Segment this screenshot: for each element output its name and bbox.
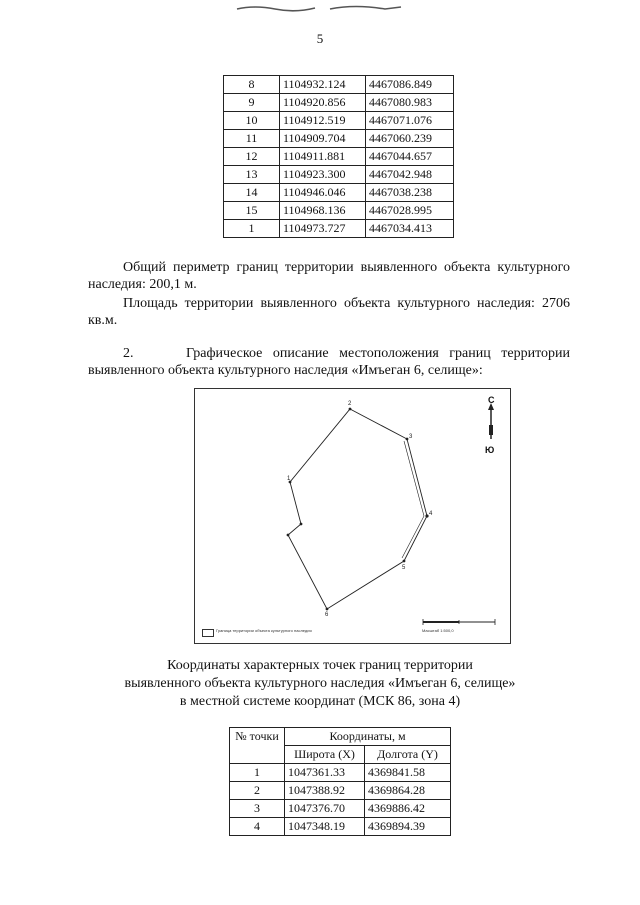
scan-artifact (235, 4, 405, 12)
boundary-map-drawing (195, 389, 510, 643)
x-coordinate-cell: 1104968.136 (280, 202, 366, 220)
legend-swatch (202, 629, 214, 637)
vertex-label: 1 (287, 476, 291, 482)
compass-north-label: С (488, 395, 495, 405)
points-table-header-row (230, 728, 451, 746)
caption-line: Координаты характерных точек границ территории (167, 658, 473, 673)
points-caption (0, 657, 640, 711)
point-number-cell: 12 (224, 148, 280, 166)
territory-boundary-inner-line (402, 441, 424, 558)
x-coordinate-cell: 1104973.727 (280, 220, 366, 238)
x-coordinate-cell: 1104909.704 (280, 130, 366, 148)
longitude-cell: 4369894.39 (365, 818, 451, 836)
longitude-cell: 4369886.42 (365, 800, 451, 818)
vertex-label: 6 (325, 612, 329, 618)
point-number-cell: 4 (230, 818, 285, 836)
north-arrow-icon (488, 403, 494, 439)
point-number-cell: 15 (224, 202, 280, 220)
table-row (224, 76, 454, 94)
point-number-cell: 9 (224, 94, 280, 112)
x-coordinate-cell: 1104920.856 (280, 94, 366, 112)
x-coordinate-cell: 1104911.881 (280, 148, 366, 166)
table-row (230, 800, 451, 818)
y-coordinate-cell: 4467038.238 (366, 184, 454, 202)
header-latitude: Широта (X) (285, 746, 365, 764)
scale-bar-icon (423, 619, 495, 625)
point-number-cell: 13 (224, 166, 280, 184)
vertex-label: 2 (348, 401, 352, 407)
points-table-body (230, 764, 451, 836)
x-coordinate-cell: 1104923.300 (280, 166, 366, 184)
table-row (224, 130, 454, 148)
latitude-cell: 1047361.33 (285, 764, 365, 782)
y-coordinate-cell: 4467071.076 (366, 112, 454, 130)
caption-line: выявленного объекта культурного наследия «Имъеган 6, селище» (124, 676, 516, 691)
y-coordinate-cell: 4467028.995 (366, 202, 454, 220)
table-row (224, 148, 454, 166)
compass-south-label: Ю (485, 445, 495, 455)
page-number: 5 (316, 31, 324, 46)
vertex-label: 4 (429, 511, 433, 517)
longitude-cell: 4369864.28 (365, 782, 451, 800)
perimeter-paragraph: Общий периметр границ территории выявленного объекта культурного наследия: 200,1 м. (88, 260, 570, 292)
y-coordinate-cell: 4467042.948 (366, 166, 454, 184)
table-row (224, 202, 454, 220)
vertex-marker (326, 608, 329, 611)
x-coordinate-cell: 1104946.046 (280, 184, 366, 202)
point-number-cell: 2 (230, 782, 285, 800)
point-number-cell: 10 (224, 112, 280, 130)
table-row (230, 764, 451, 782)
latitude-cell: 1047348.19 (285, 818, 365, 836)
point-number-cell: 1 (224, 220, 280, 238)
y-coordinate-cell: 4467080.983 (366, 94, 454, 112)
x-coordinate-cell: 1104932.124 (280, 76, 366, 94)
y-coordinate-cell: 4467034.413 (366, 220, 454, 238)
boundary-map (194, 388, 511, 644)
y-coordinate-cell: 4467086.849 (366, 76, 454, 94)
point-number-cell: 11 (224, 130, 280, 148)
y-coordinate-cell: 4467044.657 (366, 148, 454, 166)
header-longitude: Долгота (Y) (365, 746, 451, 764)
table-row (224, 166, 454, 184)
vertex-marker (349, 408, 352, 411)
table-row (224, 220, 454, 238)
points-coordinates-table (229, 727, 451, 836)
vertex-marker (300, 523, 303, 526)
vertex-marker (403, 560, 406, 563)
table-row (230, 782, 451, 800)
table-row (224, 184, 454, 202)
longitude-cell: 4369841.58 (365, 764, 451, 782)
caption-line: в местной системе координат (МСК 86, зона 4) (179, 694, 461, 709)
coordinates-table (223, 75, 454, 238)
header-coordinates: Координаты, м (285, 728, 451, 746)
header-point-number: № точки (230, 728, 285, 764)
table-row (230, 818, 451, 836)
vertex-marker (406, 438, 409, 441)
point-number-cell: 14 (224, 184, 280, 202)
coordinates-table-body (224, 76, 454, 238)
table-row (224, 112, 454, 130)
x-coordinate-cell: 1104912.519 (280, 112, 366, 130)
area-paragraph: Площадь территории выявленного объекта культурного наследия: 2706 кв.м. (88, 296, 570, 328)
latitude-cell: 1047388.92 (285, 782, 365, 800)
vertex-label: 3 (409, 434, 413, 440)
latitude-cell: 1047376.70 (285, 800, 365, 818)
point-number-cell: 8 (224, 76, 280, 94)
vertex-marker (287, 534, 290, 537)
point-number-cell: 3 (230, 800, 285, 818)
table-row (224, 94, 454, 112)
graphic-description-paragraph: 2. Графическое описание местоположения границ территории выявленного объекта культурного наследия «Имъеган 6, селище»: (88, 346, 570, 378)
legend-label: Граница территории объекта культурного наследия (216, 628, 312, 633)
scale-label: Масштаб 1:500,0 (422, 628, 454, 633)
point-number-cell: 1 (230, 764, 285, 782)
y-coordinate-cell: 4467060.239 (366, 130, 454, 148)
vertex-label: 5 (402, 565, 406, 571)
